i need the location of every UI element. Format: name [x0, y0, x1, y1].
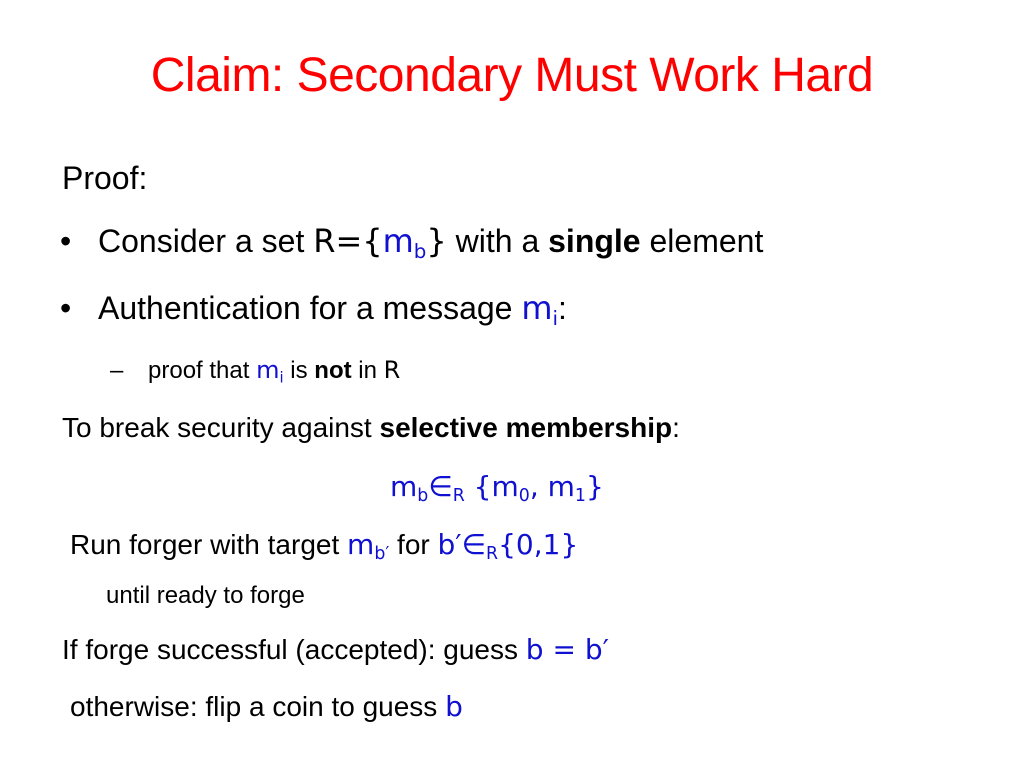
bold-single: single: [548, 223, 641, 259]
math-set: {m: [464, 470, 519, 503]
math-set-open: R={: [313, 222, 383, 260]
bullet-text: with a: [446, 223, 549, 259]
math-element-of: ∈: [428, 470, 453, 503]
bullet-consider-set: [60, 222, 764, 263]
math-b-prime: b′: [437, 528, 462, 561]
formula-line: [390, 470, 604, 507]
math-R: R: [383, 356, 401, 384]
bullet-text: Authentication for a message: [98, 290, 522, 326]
line-text: for: [389, 529, 438, 560]
line-text: To break security against: [62, 412, 380, 443]
math-set-close: }: [426, 222, 447, 260]
math-m: m: [347, 528, 375, 561]
proof-label: Proof:: [62, 160, 148, 196]
bullet-marker: •: [60, 290, 72, 326]
break-security-line: [62, 412, 680, 444]
dash-marker: –: [110, 357, 124, 384]
sub-bullet-text: proof that: [148, 357, 257, 384]
sub-bullet-text: is: [283, 357, 315, 384]
math-sub-b: b: [417, 486, 429, 507]
math-close: }: [585, 470, 604, 503]
math-sub-0: 0: [518, 486, 530, 507]
run-forger-line: [70, 528, 579, 565]
otherwise-line: [70, 690, 463, 723]
math-m: m: [390, 470, 418, 503]
math-m: m: [256, 356, 280, 384]
math-sub-i: i: [552, 306, 559, 330]
math-sub-b-prime: b′: [374, 544, 390, 565]
math-set: {0,1}: [498, 528, 579, 561]
until-ready-line: until ready to forge: [106, 582, 305, 609]
sub-bullet-proof-not-in-R: [110, 356, 400, 385]
bullet-text: Consider a set: [98, 223, 314, 259]
math-sub-b: b: [413, 239, 427, 263]
line-text: If forge successful (accepted): guess: [62, 634, 526, 665]
math-m: m: [521, 289, 553, 327]
math-b: b: [445, 690, 463, 723]
bold-not: not: [314, 357, 352, 384]
line-text: Run forger with target: [70, 529, 348, 560]
math-sub-R: R: [452, 486, 465, 507]
colon: :: [672, 412, 680, 443]
line-text: otherwise: flip a coin to guess: [70, 691, 446, 722]
math-comma: , m: [529, 470, 575, 503]
math-element-of: ∈: [461, 528, 487, 561]
math-b-equals-b-prime: b = b′: [525, 633, 609, 666]
bullet-authentication: [60, 289, 567, 330]
math-m: m: [382, 222, 414, 260]
slide-title: Claim: Secondary Must Work Hard: [150, 49, 874, 102]
sub-bullet-text: in: [351, 357, 384, 384]
math-sub-i: i: [279, 368, 284, 387]
bullet-text: element: [640, 223, 764, 259]
colon: :: [558, 290, 567, 326]
math-sub-1: 1: [574, 486, 586, 507]
bold-selective-membership: selective membership: [379, 412, 673, 443]
if-forge-line: [62, 633, 609, 666]
bullet-marker: •: [60, 223, 72, 259]
math-sub-R: R: [486, 544, 499, 565]
